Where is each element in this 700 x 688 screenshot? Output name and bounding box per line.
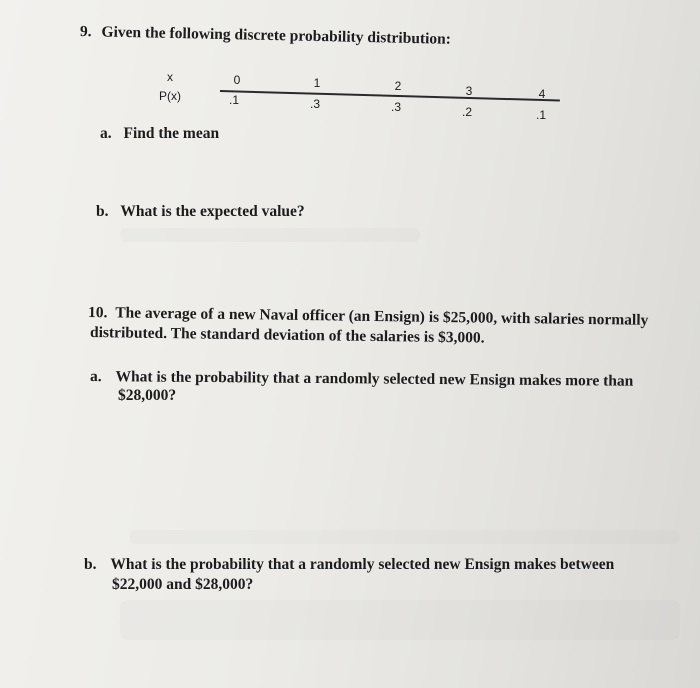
question-10-number: 10. bbox=[87, 304, 108, 322]
x-value-4: 4 bbox=[538, 87, 546, 101]
question-10b-text-line1: What is the probability that a randomly selected new Ensign makes between bbox=[110, 556, 615, 573]
question-10-text-line1: The average of a new Naval officer (an Ensign) is $25,000, with salaries normally bbox=[115, 304, 649, 329]
p-value-0: .1 bbox=[228, 93, 239, 107]
question-10b-letter: b. bbox=[84, 556, 97, 573]
question-9-header bbox=[80, 22, 451, 50]
question-10a-text-line2: $28,000? bbox=[118, 387, 177, 404]
question-10-line2: distributed. The standard deviation of the salaries is $3,000. bbox=[89, 324, 485, 347]
question-10a-letter: a. bbox=[89, 368, 102, 386]
question-9b bbox=[96, 202, 305, 222]
x-row-label: x bbox=[167, 70, 173, 84]
question-9-prompt: Given the following discrete probability distribution: bbox=[101, 23, 452, 48]
x-value-0: 0 bbox=[233, 73, 241, 87]
question-9a-letter: a. bbox=[100, 125, 112, 142]
p-value-4: .1 bbox=[535, 108, 546, 122]
px-row-label: P(x) bbox=[159, 89, 181, 103]
p-value-2: .3 bbox=[390, 100, 401, 114]
question-9-number: 9. bbox=[79, 23, 92, 41]
question-9b-text: What is the expected value? bbox=[120, 203, 305, 220]
x-value-2: 2 bbox=[394, 79, 402, 93]
question-9a-text: Find the mean bbox=[123, 125, 220, 142]
bleed-through-smudge bbox=[120, 228, 420, 242]
p-value-3: .2 bbox=[461, 105, 472, 119]
question-10a-text-line1: What is the probability that a randomly selected new Ensign makes more than bbox=[115, 368, 634, 390]
question-9b-letter: b. bbox=[96, 203, 109, 220]
x-value-1: 1 bbox=[313, 76, 321, 90]
x-value-3: 3 bbox=[465, 84, 473, 98]
question-10b bbox=[84, 555, 614, 575]
question-10b-text-line2: $22,000 and $28,000? bbox=[112, 576, 254, 593]
bleed-through-smudge bbox=[120, 600, 680, 640]
bleed-through-smudge bbox=[130, 530, 680, 544]
p-value-1: .3 bbox=[309, 97, 320, 111]
question-9a bbox=[100, 124, 219, 144]
